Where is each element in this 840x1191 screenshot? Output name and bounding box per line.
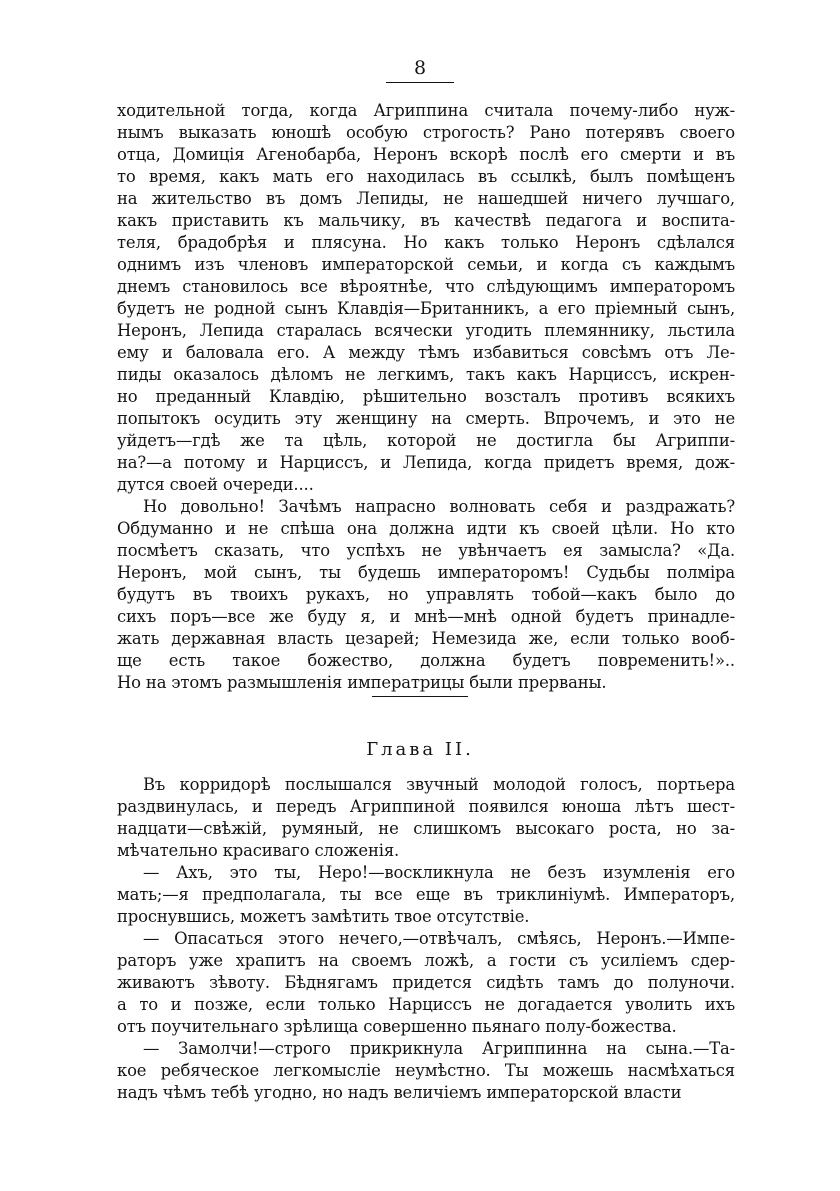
section-divider [372, 696, 468, 697]
text-line: — Замолчи!—строго прикрикнула Агриппинна на сына.—Та- [143, 1039, 735, 1058]
text-line: Въ корридорѣ послышался звучный молодой голосъ, портьера [143, 775, 735, 794]
text-line: Но на этомъ размышленія императрицы были прерваны. [117, 673, 607, 692]
text-line: а то и позже, если только Нарциссъ не догадается уволить ихъ [117, 995, 735, 1014]
text-line: раторъ уже храпитъ на своемъ ложѣ, а гости съ усиліемъ сдер- [117, 951, 735, 970]
text-line: уйдетъ—гдѣ же та цѣль, которой не достигла бы Агриппи- [117, 431, 735, 450]
text-line: отъ поучительнаго зрѣлища совершенно пьянаго полу-божества. [117, 1017, 677, 1036]
text-line: днемъ становилось все вѣроятнѣе, что слѣдующимъ императоромъ [117, 277, 735, 296]
chapter-heading: Глава II. [366, 739, 474, 760]
text-line: отца, Домиція Агенобарба, Неронъ вскорѣ послѣ его смерти и въ [117, 145, 735, 164]
text-line: ему и баловала его. А между тѣмъ избавиться совсѣмъ отъ Ле- [117, 343, 735, 362]
text-line: — Ахъ, это ты, Неро!—воскликнула не безъ изумленія его [143, 863, 735, 882]
text-line: пиды оказалось дѣломъ не легкимъ, такъ какъ Нарциссъ, искрен- [117, 365, 735, 384]
text-line: попытокъ осудить эту женщину на смерть. Впрочемъ, и это не [117, 409, 735, 428]
text-line: сихъ поръ—все же буду я, и мнѣ—мнѣ одной будетъ принадле- [117, 607, 735, 626]
text-line: на жительство въ домъ Лепиды, не нашедшей ничего лучшаго, [117, 189, 735, 208]
text-line: будетъ не родной сынъ Клавдія—Британникъ, а его пріемный сынъ, [117, 299, 735, 318]
text-line: Неронъ, Лепида старалась всячески угодить племяннику, льстила [117, 321, 735, 340]
text-line: теля, брадобрѣя и плясуна. Но какъ только Неронъ сдѣлался [117, 233, 735, 252]
text-line: ще есть такое божество, должна будетъ повременить!».. [117, 651, 735, 670]
text-line: жать державная власть цезарей; Немезида же, если только вооб- [117, 629, 735, 648]
text-line: Обдуманно и не спѣша она должна идти къ своей цѣли. Но кто [117, 519, 735, 538]
text-block-bottom [117, 774, 735, 1104]
text-line: Неронъ, мой сынъ, ты будешь императоромъ! Судьбы полміра [117, 563, 735, 582]
text-line: ходительной тогда, когда Агриппина считала почему-либо нуж- [117, 101, 735, 120]
text-line: проснувшись, можетъ замѣтить твое отсутствіе. [117, 907, 530, 926]
text-line: но преданный Клавдію, рѣшительно возсталъ противъ всякихъ [117, 387, 735, 406]
text-line: живаютъ зѣвоту. Бѣднягамъ придется сидѣть тамъ до полуночи. [117, 973, 735, 992]
page-number-rule [386, 82, 454, 83]
text-line: мѣчательно красиваго сложенія. [117, 841, 400, 860]
text-line: на?—а потому и Нарциссъ, и Лепида, когда придетъ время, дож- [117, 453, 735, 472]
text-line: кое ребяческое легкомысліе неумѣстно. Ты можешь насмѣхаться [117, 1061, 735, 1080]
text-line: раздвинулась, и передъ Агриппиной появился юноша лѣтъ шест- [117, 797, 735, 816]
text-line: дутся своей очереди.... [117, 475, 314, 494]
page-number: 8 [413, 57, 427, 79]
text-line: Но довольно! Зачѣмъ напрасно волновать себя и раздражать? [143, 497, 735, 516]
text-line: будутъ въ твоихъ рукахъ, но управлять тобой—какъ было до [117, 585, 735, 604]
text-line: то время, какъ мать его находилась въ ссылкѣ, былъ помѣщенъ [117, 167, 735, 186]
text-line: нымъ выказать юношѣ особую строгость? Рано потерявъ своего [117, 123, 735, 142]
text-line: надцати—свѣжій, румяный, не слишкомъ высокаго роста, но за- [117, 819, 735, 838]
text-line: мать;—я предполагала, ты все еще въ триклиніумѣ. Императоръ, [117, 885, 735, 904]
text-block-top [117, 100, 735, 694]
text-line: надъ чѣмъ тебѣ угодно, но надъ величіемъ императорской власти [117, 1083, 682, 1102]
text-line: однимъ изъ членовъ императорской семьи, и когда съ каждымъ [117, 255, 735, 274]
text-line: посмѣетъ сказать, что успѣхъ не увѣнчаетъ ея замысла? «Да. [117, 541, 735, 560]
text-line: — Опасаться этого нечего,—отвѣчалъ, смѣясь, Неронъ.—Импе- [143, 929, 735, 948]
text-line: какъ приставить къ мальчику, въ качествѣ педагога и воспита- [117, 211, 735, 230]
